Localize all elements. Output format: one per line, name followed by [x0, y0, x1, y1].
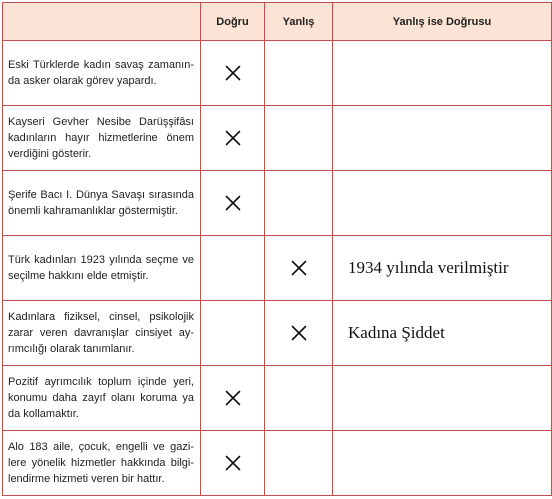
false-cell: [265, 301, 333, 366]
statement-cell: Eski Türklerde kadın savaş zamanın-da asker olarak görev yapardı.: [3, 41, 201, 106]
false-cell: [265, 236, 333, 301]
x-mark-icon: [225, 65, 241, 81]
statement-cell: Pozitif ayrımcılık toplum içinde yeri, konumu daha zayıf olanı koruma ya da kollamaktır.: [3, 366, 201, 431]
false-cell: [265, 106, 333, 171]
false-cell: [265, 41, 333, 106]
x-mark-icon: [225, 195, 241, 211]
false-cell: [265, 171, 333, 236]
header-row: [3, 3, 552, 41]
correction-cell: [333, 431, 552, 496]
correction-text: Kadına Şiddet: [348, 323, 445, 342]
statement-cell: Alo 183 aile, çocuk, engelli ve gazi-lere yönelik hizmetler hakkında bilgi-lendirme hizmeti veren bir hattır.: [3, 431, 201, 496]
x-mark-icon: [225, 130, 241, 146]
x-mark-icon: [225, 455, 241, 471]
correction-text: 1934 yılında verilmiştir: [348, 258, 509, 277]
correction-cell: [333, 41, 552, 106]
table-row: [3, 41, 552, 106]
header-false: Yanlış: [265, 3, 333, 41]
true-cell: [201, 301, 265, 366]
table-row: [3, 171, 552, 236]
x-mark-icon: [291, 325, 307, 341]
table-row: [3, 106, 552, 171]
x-mark-icon: [291, 260, 307, 276]
statement-cell: Şerife Bacı I. Dünya Savaşı sırasında önemli kahramanlıklar göstermiştir.: [3, 171, 201, 236]
table-row: [3, 366, 552, 431]
table-row: [3, 431, 552, 496]
false-cell: [265, 431, 333, 496]
true-cell: [201, 236, 265, 301]
correction-cell: [333, 106, 552, 171]
correction-cell: [333, 236, 552, 301]
x-mark-icon: [225, 390, 241, 406]
true-cell: [201, 171, 265, 236]
true-false-table: [2, 2, 552, 496]
header-correction: Yanlış ise Doğrusu: [333, 3, 552, 41]
correction-cell: [333, 171, 552, 236]
header-true: Doğru: [201, 3, 265, 41]
true-cell: [201, 41, 265, 106]
statement-cell: Türk kadınları 1923 yılında seçme ve seçilme hakkını elde etmiştir.: [3, 236, 201, 301]
correction-cell: [333, 301, 552, 366]
false-cell: [265, 366, 333, 431]
statement-cell: Kayseri Gevher Nesibe Darüşşifâsı kadınların hayır hizmetlerine önem verdiğini gösterir.: [3, 106, 201, 171]
statement-cell: Kadınlara fiziksel, cinsel, psikolojik zarar veren davranışlar cinsiyet ay-rımcılığı olarak tanımlanır.: [3, 301, 201, 366]
true-cell: [201, 431, 265, 496]
table-row: [3, 236, 552, 301]
header-statement: [3, 3, 201, 41]
correction-cell: [333, 366, 552, 431]
table-row: [3, 301, 552, 366]
true-cell: [201, 106, 265, 171]
true-cell: [201, 366, 265, 431]
